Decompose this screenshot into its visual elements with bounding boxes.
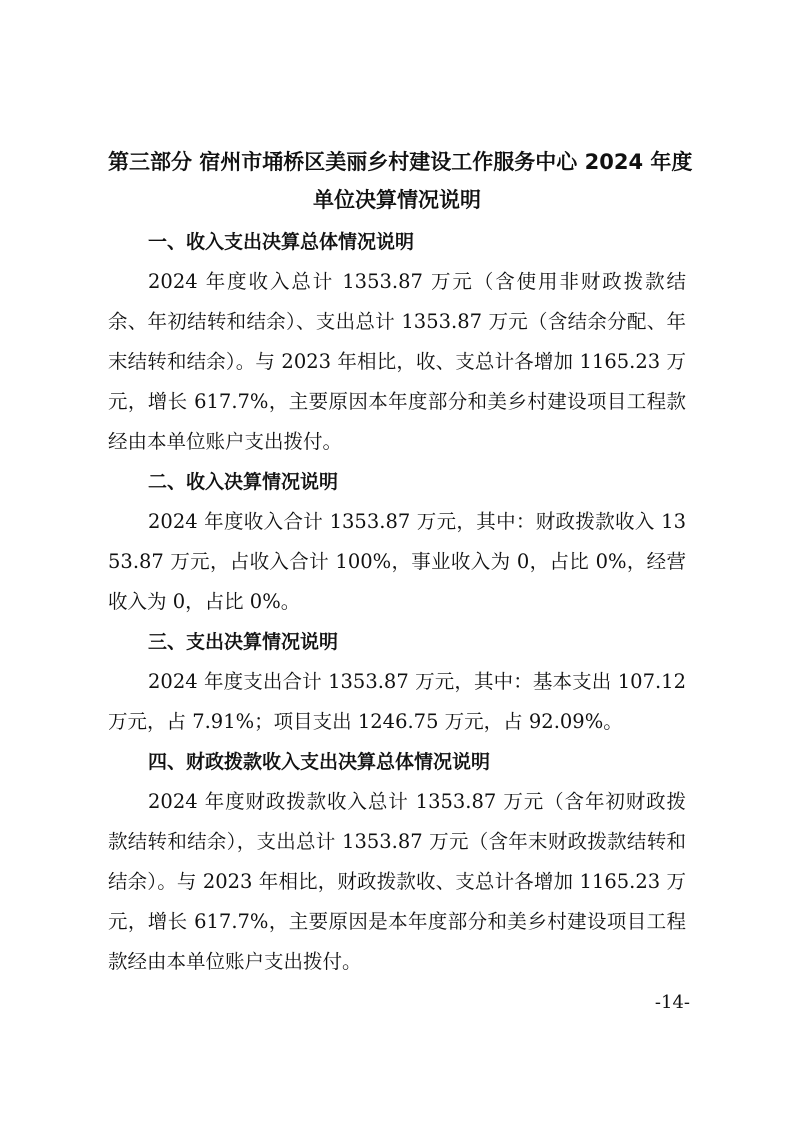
- section-heading-2: 二、收入决算情况说明: [148, 471, 339, 493]
- section-paragraph-1: 2024 年度收入总计 1353.87 万元（含使用非财政拨款结余、年初结转和结余）、支出总计 1353.87 万元（含结余分配、年末结转和结余）。与 2023 年相比，收、支总计各增加 1165.23 万元，增长 617.7%，主要原因本年度部分和美乡村建设项目工程款经由本单位账户支出拨付。: [108, 270, 686, 453]
- document-body: [108, 222, 686, 982]
- section-heading-3: 三、支出决算情况说明: [148, 631, 339, 653]
- title-line-2: 单位决算情况说明: [313, 188, 481, 212]
- document-title: [108, 143, 693, 219]
- section-paragraph-3: 2024 年度支出合计 1353.87 万元，其中：基本支出 107.12 万元，占 7.91%；项目支出 1246.75 万元，占 92.09%。: [108, 670, 686, 733]
- section-paragraph-2: 2024 年度收入合计 1353.87 万元，其中：财政拨款收入 1353.87 万元，占收入合计 100%，事业收入为 0，占比 0%，经营收入为 0，占比 0%。: [108, 510, 686, 613]
- section-heading-1: 一、收入支出决算总体情况说明: [148, 231, 415, 253]
- title-line-1: 第三部分 宿州市埇桥区美丽乡村建设工作服务中心 2024 年度: [108, 150, 693, 174]
- section-heading-4: 四、财政拨款收入支出决算总体情况说明: [148, 751, 491, 773]
- section-paragraph-4: 2024 年度财政拨款收入总计 1353.87 万元（含年初财政拨款结转和结余），支出总计 1353.87 万元（含年末财政拨款结转和结余）。与 2023 年相比，财政拨款收、支总计各增加 1165.23 万元，增长 617.7%，主要原因是本年度部分和美乡村建设项目工程款经由本单位账户支出拨付。: [108, 790, 686, 973]
- page-number: -14-: [654, 992, 690, 1013]
